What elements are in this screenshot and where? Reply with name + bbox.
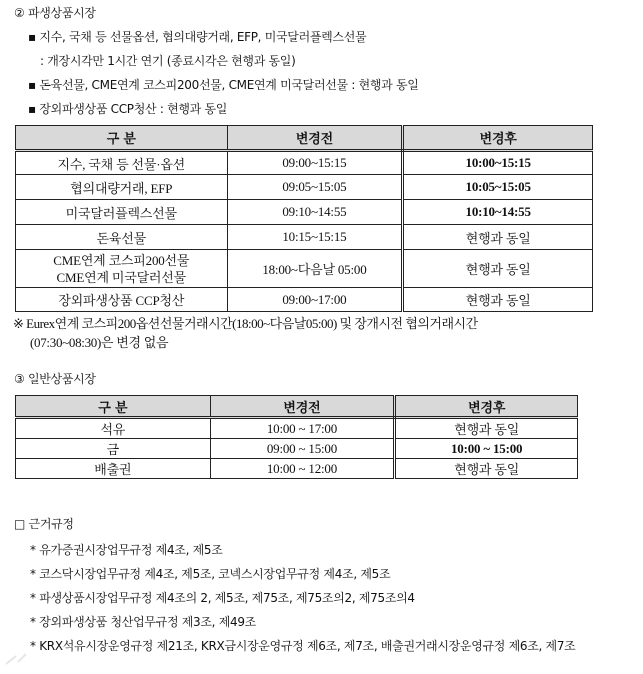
basis-item: * 코스닥시장업무규정 제4조, 제5조, 코넥스시장업무규정 제4조, 제5조 [30, 567, 391, 581]
bullet-item: ▪ 돈육선물, CME연계 코스피200선물, CME연계 미국달러선물 : 현행과 동일 [28, 78, 419, 92]
table-row [16, 200, 593, 225]
row-before: 18:00~다음날 05:00 [227, 250, 403, 288]
table-row [16, 439, 578, 459]
basis-title: □ 근거규정 [14, 517, 74, 531]
basis-item: * 장외파생상품 청산업무규정 제3조, 제49조 [30, 615, 256, 629]
row-after: 10:00~15:15 [403, 151, 593, 175]
bullet-item: ▪ 장외파생상품 CCP청산 : 현행과 동일 [28, 102, 228, 116]
row-before: 10:15~15:15 [227, 225, 403, 250]
row-label: 석유 [16, 418, 211, 439]
commodity-hours-table [15, 395, 578, 479]
basis-item: * 파생상품시장업무규정 제4조의 2, 제5조, 제75조, 제75조의2, 제75조의4 [30, 591, 415, 605]
row-after: 10:10~14:55 [403, 200, 593, 225]
header-before: 변경전 [227, 126, 403, 151]
table-header-row [16, 396, 578, 418]
row-label: 배출권 [16, 459, 211, 479]
row-before: 09:00 ~ 15:00 [210, 439, 395, 459]
row-before: 09:00~17:00 [227, 288, 403, 312]
row-label: 미국달러플렉스선물 [16, 200, 228, 225]
table-header-row [16, 126, 593, 151]
table-row [16, 250, 593, 288]
bullet-text: 돈육선물, CME연계 코스피200선물, CME연계 미국달러선물 : 현행과 동일 [39, 78, 419, 92]
row-label: 협의대량거래, EFP [16, 175, 228, 200]
row-label: 금 [16, 439, 211, 459]
row-after: 현행과 동일 [395, 459, 578, 479]
row-label: 장외파생상품 CCP청산 [16, 288, 228, 312]
table-row [16, 418, 578, 439]
table-row [16, 175, 593, 200]
header-after: 변경후 [395, 396, 578, 418]
table-row [16, 288, 593, 312]
basis-item: * KRX석유시장운영규정 제21조, KRX금시장운영규정 제6조, 제7조, 배출권거래시장운영규정 제6조, 제7조 [30, 639, 576, 653]
row-before: 09:05~15:05 [227, 175, 403, 200]
basis-item: * 유가증권시장업무규정 제4조, 제5조 [30, 543, 223, 557]
bullet-text: 장외파생상품 CCP청산 : 현행과 동일 [39, 102, 228, 116]
section3-title: ③ 일반상품시장 [14, 372, 96, 386]
pen-mark-icon [4, 650, 38, 666]
row-label: 돈육선물 [16, 225, 228, 250]
bullet-item: ▪ 지수, 국채 등 선물옵션, 협의대량거래, EFP, 미국달러플렉스선물 [28, 30, 367, 44]
header-before: 변경전 [210, 396, 395, 418]
derivatives-hours-table [15, 125, 593, 312]
row-label: 지수, 국채 등 선물·옵션 [16, 151, 228, 175]
bullet-text: 지수, 국채 등 선물옵션, 협의대량거래, EFP, 미국달러플렉스선물 [39, 30, 367, 44]
table-row [16, 459, 578, 479]
table-row [16, 151, 593, 175]
bullet-continuation: : 개장시각만 1시간 연기 (종료시각은 현행과 동일) [40, 54, 296, 68]
row-before: 10:00 ~ 12:00 [210, 459, 395, 479]
row-before: 10:00 ~ 17:00 [210, 418, 395, 439]
row-after: 현행과 동일 [395, 418, 578, 439]
note-line: (07:30~08:30)은 변경 없음 [30, 335, 169, 350]
row-after: 현행과 동일 [403, 288, 593, 312]
note-line: ※ Eurex연계 코스피200옵션선물거래시간(18:00~다음날05:00) 및 장개시전 협의거래시간 [13, 316, 478, 331]
header-after: 변경후 [403, 126, 593, 151]
header-category: 구 분 [16, 396, 211, 418]
row-label [16, 250, 228, 288]
section2-title: ② 파생상품시장 [14, 6, 96, 20]
table-row [16, 225, 593, 250]
row-before: 09:10~14:55 [227, 200, 403, 225]
header-category: 구 분 [16, 126, 228, 151]
row-after: 10:05~15:05 [403, 175, 593, 200]
row-after: 현행과 동일 [403, 250, 593, 288]
row-before: 09:00~15:15 [227, 151, 403, 175]
row-after: 현행과 동일 [403, 225, 593, 250]
row-after: 10:00 ~ 15:00 [395, 439, 578, 459]
row-label-line: CME연계 코스피200선물 [53, 252, 190, 268]
row-label-line: CME연계 미국달러선물 [56, 269, 187, 285]
